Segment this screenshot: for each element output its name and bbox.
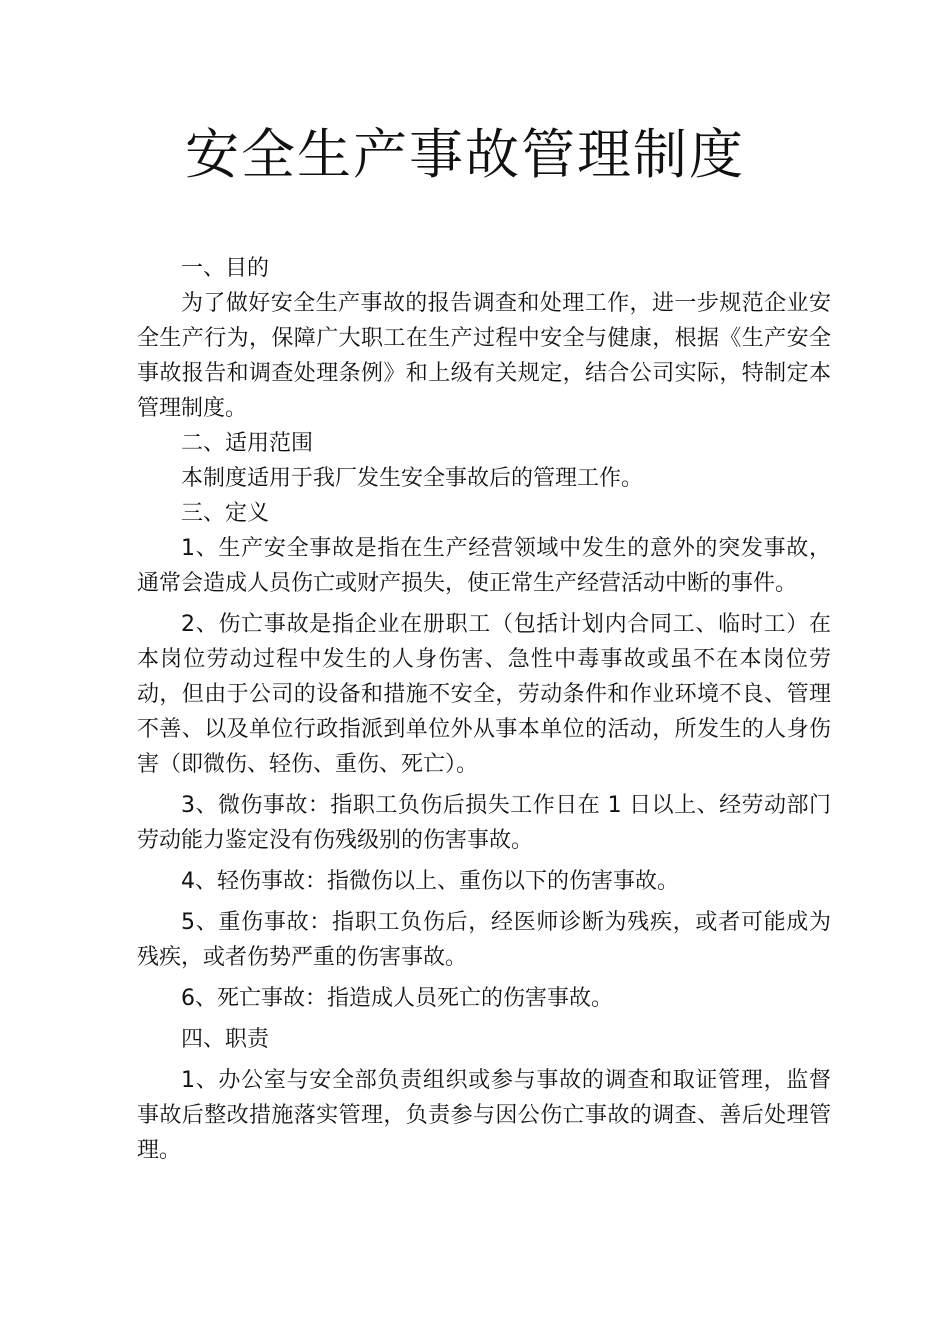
paragraph-definition-6: 6、死亡事故：指造成人员死亡的伤害事故。 [181,986,613,1011]
document-title: 安全生产事故管理制度 [185,123,745,186]
paragraph-purpose: 为了做好安全生产事故的报告调查和处理工作，进一步规范企业安全生产行为，保障广大职工在生产过程中安全与健康，根据《生产安全事故报告和调查处理条例》和上级有关规定，结合公司实际，特制定本管理制度。 [137,291,831,421]
section-heading-responsibilities: 四、职责 [181,1027,270,1052]
paragraph-responsibility-1: 1、办公室与安全部负责组织或参与事故的调查和取证管理，监督事故后整改措施落实管理，负责参与因公伤亡事故的调查、善后处理管理。 [137,1068,831,1163]
paragraph-scope: 本制度适用于我厂发生安全事故后的管理工作。 [181,466,644,491]
paragraph-definition-1: 1、生产安全事故是指在生产经营领域中发生的意外的突发事故，通常会造成人员伤亡或财产损失，使正常生产经营活动中断的事件。 [137,536,831,596]
paragraph-definition-4: 4、轻伤事故：指微伤以上、重伤以下的伤害事故。 [181,869,679,894]
section-heading-purpose: 一、目的 [181,256,270,281]
document-body [137,251,831,1168]
paragraph-definition-3: 3、微伤事故：指职工负伤后损失工作日在 1 日以上、经劳动部门劳动能力鉴定没有伤残级别的伤害事故。 [137,793,831,853]
section-heading-definitions: 三、定义 [181,501,270,526]
paragraph-definition-2: 2、伤亡事故是指企业在册职工（包括计划内合同工、临时工）在本岗位劳动过程中发生的人身伤害、急性中毒事故或虽不在本岗位劳动，但由于公司的设备和措施不安全，劳动条件和作业环境不良、管理不善、以及单位行政指派到单位外从事本单位的活动，所发生的人身伤害（即微伤、轻伤、重伤、死亡）。 [137,612,831,777]
paragraph-definition-5: 5、重伤事故：指职工负伤后，经医师诊断为残疾，或者可能成为残疾，或者伤势严重的伤害事故。 [137,910,831,970]
section-heading-scope: 二、适用范围 [181,431,314,456]
